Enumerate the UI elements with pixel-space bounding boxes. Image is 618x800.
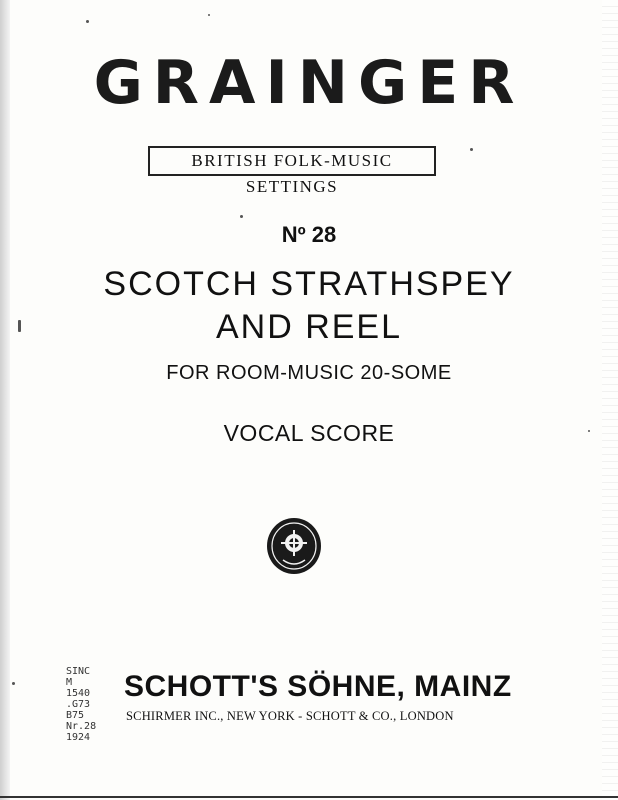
scan-speck — [86, 20, 89, 23]
call-number-line: .G73 — [66, 699, 91, 710]
page-left-edge — [0, 0, 10, 800]
publisher-agents: SCHIRMER INC., NEW YORK - SCHOTT & CO., LONDON — [126, 709, 454, 723]
composer-name: GRAINGER — [93, 48, 525, 118]
call-number-line: M — [66, 677, 73, 688]
call-number-line: Nr.28 — [66, 721, 97, 732]
score-type: VOCAL SCORE — [223, 420, 395, 446]
scan-speck — [208, 14, 210, 16]
call-number-line: 1540 — [66, 688, 91, 699]
work-subtitle: FOR ROOM-MUSIC 20-SOME — [166, 362, 452, 384]
page-bottom-rule — [0, 796, 618, 798]
publisher-seal-icon — [265, 516, 323, 576]
work-title-line-2: AND REEL — [215, 308, 403, 346]
page-right-edge — [602, 0, 618, 800]
publisher-name: SCHOTT'S SÖHNE, MAINZ — [124, 670, 512, 703]
work-title-line-1: SCOTCH STRATHSPEY — [103, 265, 515, 303]
edition-number: Nº 28 — [281, 222, 337, 247]
series-title-box: BRITISH FOLK-MUSIC SETTINGS — [148, 146, 436, 176]
scan-speck — [12, 682, 15, 685]
library-call-number-stamp — [66, 666, 122, 743]
call-number-line: B75 — [66, 710, 85, 721]
scan-speck — [240, 215, 243, 218]
call-number-line: SINC — [66, 666, 91, 677]
scan-speck — [470, 148, 473, 151]
call-number-line: 1924 — [66, 732, 91, 743]
